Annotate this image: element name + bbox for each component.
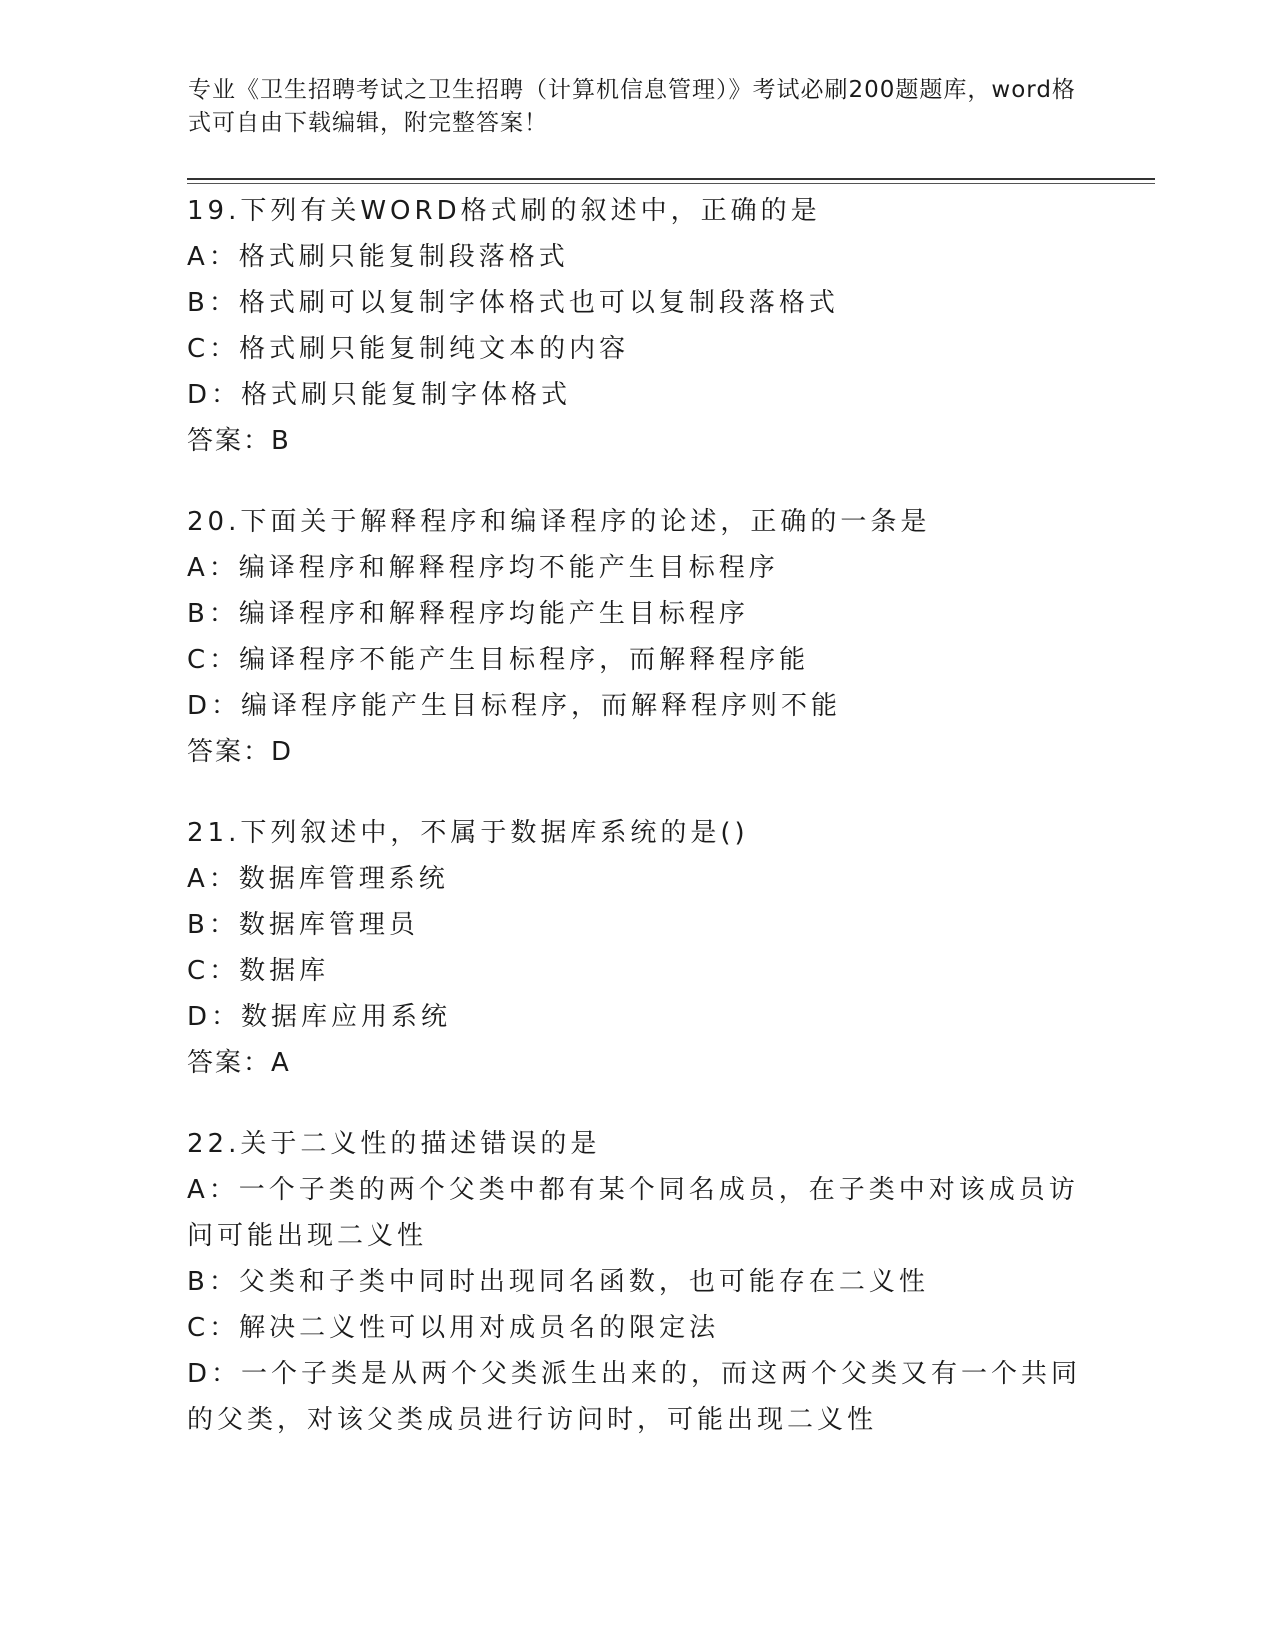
question-22	[187, 1121, 1087, 1443]
question-stem: 22.关于二义性的描述错误的是	[187, 1129, 601, 1159]
header-rule-thick	[187, 178, 1155, 180]
question-stem: 20.下面关于解释程序和编译程序的论述，正确的一条是	[187, 507, 931, 537]
answer-value: D	[271, 737, 294, 767]
option-b: B：格式刷可以复制字体格式也可以复制段落格式	[187, 288, 839, 318]
answer-label: 答案：	[187, 737, 272, 767]
answer-label: 答案：	[187, 1048, 272, 1078]
answer-line	[187, 1040, 1087, 1086]
question-list	[187, 188, 1087, 1478]
answer-value: B	[271, 426, 291, 456]
option-d: D：数据库应用系统	[187, 1002, 452, 1032]
option-d: D：格式刷只能复制字体格式	[187, 380, 572, 410]
answer-value: A	[271, 1048, 291, 1078]
option-d: D：编译程序能产生目标程序，而解释程序则不能	[187, 691, 842, 721]
option-a: A：格式刷只能复制段落格式	[187, 242, 569, 272]
question-stem: 19.下列有关WORD格式刷的叙述中，正确的是	[187, 196, 821, 226]
option-b: B：数据库管理员	[187, 910, 419, 940]
document-header: 专业《卫生招聘考试之卫生招聘（计算机信息管理）》考试必刷200题题库，word格式可自由下载编辑，附完整答案！	[188, 77, 1076, 136]
answer-line	[187, 418, 1087, 464]
option-c: C：解决二义性可以用对成员名的限定法	[187, 1313, 720, 1343]
header-rule-thin	[187, 183, 1155, 184]
answer-line	[187, 729, 1087, 775]
question-19	[187, 188, 1087, 464]
answer-label: 答案：	[187, 426, 272, 456]
option-c: C：编译程序不能产生目标程序，而解释程序能	[187, 645, 810, 675]
question-20	[187, 499, 1087, 775]
option-d: D：一个子类是从两个父类派生出来的，而这两个父类又有一个共同的父类，对该父类成员进行访问时，可能出现二义性	[187, 1359, 1082, 1435]
option-b: B：父类和子类中同时出现同名函数，也可能存在二义性	[187, 1267, 929, 1297]
question-stem: 21.下列叙述中，不属于数据库系统的是()	[187, 818, 749, 848]
option-c: C：数据库	[187, 956, 330, 986]
option-a: A：数据库管理系统	[187, 864, 449, 894]
option-b: B：编译程序和解释程序均能产生目标程序	[187, 599, 749, 629]
option-c: C：格式刷只能复制纯文本的内容	[187, 334, 630, 364]
question-21	[187, 810, 1087, 1086]
option-a: A：编译程序和解释程序均不能产生目标程序	[187, 553, 779, 583]
option-a: A：一个子类的两个父类中都有某个同名成员，在子类中对该成员访问可能出现二义性	[187, 1175, 1079, 1251]
